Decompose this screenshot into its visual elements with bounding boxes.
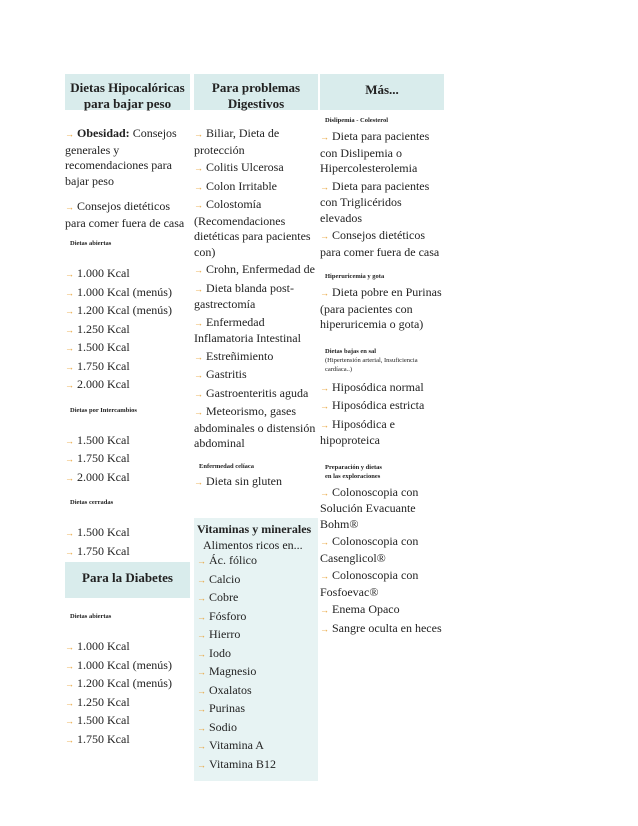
arrow-icon: → [194, 351, 203, 362]
label-prep-2: en las exploraciones [325, 472, 381, 480]
list-item-link[interactable] [320, 417, 444, 449]
list-item-link[interactable] [320, 621, 444, 638]
list-item-label: Vitamina B12 [209, 756, 276, 771]
list-item-label: Ác. fólico [209, 553, 257, 567]
arrow-icon: → [194, 163, 203, 173]
list-item-label: Colitis Ulcerosa [206, 160, 284, 174]
salt-note: (Hipertensión arterial, Insuficiencia cardíaca..) [325, 356, 418, 373]
list-item-label: Enfermedad Inflamatoria Intestinal [194, 314, 301, 345]
list-item-label: 1.250 Kcal [77, 321, 130, 336]
label-salt: Dietas bajas en sal [325, 347, 377, 355]
arrow-icon: → [65, 679, 74, 689]
list-item-label: 1.000 Kcal (menús) [77, 284, 172, 299]
list-item-link[interactable] [65, 695, 190, 712]
list-item-link[interactable] [65, 658, 190, 675]
arrow-icon: → [65, 716, 74, 726]
arrow-icon: → [320, 571, 329, 581]
list-item-label: Dieta sin gluten [206, 473, 282, 488]
list-item-link[interactable] [320, 228, 444, 260]
vitamins-title: Vitaminas y minerales [197, 522, 312, 536]
arrow-icon: → [197, 556, 206, 566]
arrow-icon: → [197, 648, 206, 659]
list-item-label: Oxalatos [209, 682, 252, 697]
label-prep-1: Preparación y dietas [325, 463, 382, 471]
list-closed-diets [65, 525, 190, 560]
list-item-link[interactable] [320, 485, 444, 533]
arrow-icon: → [320, 623, 329, 634]
list-item-link[interactable] [320, 380, 444, 397]
list-exchange-diets [65, 433, 190, 487]
list-item-link[interactable] [65, 322, 190, 339]
arrow-icon: → [65, 269, 74, 279]
list-item-label: Dieta para pacientes con Triglicéridos elevados [320, 178, 430, 225]
arrow-icon: → [65, 380, 74, 390]
arrow-icon: → [197, 667, 206, 677]
list-item-link[interactable] [320, 398, 444, 415]
list-item-label: Estreñimiento [206, 348, 274, 363]
list-item-label: 1.750 Kcal [77, 451, 130, 465]
arrow-icon: → [65, 343, 74, 353]
arrow-icon: → [65, 202, 74, 212]
list-item-label: 1.250 Kcal [77, 694, 130, 709]
arrow-icon: → [65, 287, 74, 298]
list-item-label: Magnesio [209, 664, 257, 678]
list-item-link[interactable] [194, 367, 318, 384]
list-item-label: 1.000 Kcal (menús) [77, 657, 172, 672]
list-item-link[interactable] [320, 129, 444, 177]
list-item-label: Calcio [209, 571, 241, 586]
arrow-icon: → [320, 382, 329, 393]
label-uric: Hiperuricemia y gota [325, 273, 385, 280]
list-item-label: Sangre oculta en heces [332, 620, 442, 635]
list-item-label: Hiposódica estricta [332, 398, 425, 412]
arrow-icon: → [65, 472, 74, 483]
list-open-diets [65, 266, 190, 394]
list-item-link[interactable] [194, 160, 318, 177]
arrow-icon: → [194, 317, 203, 328]
list-item-label: Colostomía (Recomendaciones dietéticas para pacientes con) [194, 197, 311, 259]
arrow-icon: → [65, 361, 74, 372]
label-lipid: Dislipemia - Colesterol [325, 117, 389, 124]
list-item-link[interactable] [320, 602, 444, 619]
list-item-link[interactable] [194, 197, 318, 260]
arrow-icon: → [65, 528, 74, 538]
arrow-icon: → [320, 231, 329, 241]
arrow-icon: → [194, 407, 203, 417]
arrow-icon: → [197, 574, 206, 585]
arrow-icon: → [197, 704, 206, 714]
list-item-label: Consejos dietéticos para comer fuera de casa [320, 228, 440, 259]
arrow-icon: → [65, 129, 74, 139]
list-item-label: Cobre [209, 590, 239, 604]
list-item-link[interactable] [197, 664, 315, 681]
list-item-label: 1.500 Kcal [77, 525, 130, 539]
list-item-label: Enema Opaco [332, 602, 400, 616]
list-item-link[interactable] [194, 315, 318, 347]
list-item-link[interactable] [65, 285, 190, 302]
list-item-link[interactable] [320, 534, 444, 566]
list-item-label: 1.200 Kcal (menús) [77, 676, 172, 690]
list-item-link[interactable] [197, 757, 315, 774]
arrow-icon: → [197, 593, 206, 603]
list-diabetes-diets [65, 639, 190, 748]
label-open-diets: Dietas abiertas [70, 240, 112, 247]
list-item-link[interactable] [65, 639, 190, 656]
list-item-link[interactable] [65, 544, 190, 561]
list-item-label: Colonoscopia con Fosfoevac® [320, 568, 419, 599]
list-item-link[interactable] [194, 281, 318, 313]
arrow-icon: → [320, 401, 329, 411]
list-item-label: Purinas [209, 701, 245, 715]
list-item-link[interactable] [197, 572, 315, 589]
list-item-link[interactable] [197, 553, 315, 570]
arrow-icon: → [197, 759, 206, 770]
list-item-label: Hiposódica normal [332, 379, 424, 394]
list-digestive [194, 126, 318, 452]
list-item-label: Dieta para pacientes con Dislipemia o Hipercolesterolemia [320, 129, 430, 175]
list-vitamins [197, 553, 315, 773]
label-celiac: Enfermedad celíaca [199, 462, 255, 470]
list-item-label: Dieta blanda post-gastrectomía [194, 280, 294, 311]
column-digestive [194, 74, 318, 781]
list-item-link[interactable] [197, 590, 315, 607]
list-item-link[interactable] [194, 474, 318, 491]
link-eating-out[interactable] [65, 199, 190, 231]
obesity-text: Consejos generales y recomendaciones para bajar peso [65, 126, 177, 188]
list-prep [320, 485, 444, 638]
list-item-label: 1.200 Kcal (menús) [77, 303, 172, 317]
header-hypocaloric: Dietas Hipocalóricas para bajar peso [65, 74, 190, 110]
list-item-link[interactable] [197, 738, 315, 755]
arrow-icon: → [194, 283, 203, 294]
arrow-icon: → [65, 324, 74, 335]
header-diabetes: Para la Diabetes [65, 562, 190, 598]
list-item-link[interactable] [194, 126, 318, 158]
list-item-label: Colonoscopia con Casenglicol® [320, 534, 419, 565]
list-item-label: 1.750 Kcal [77, 731, 130, 746]
list-item-link[interactable] [65, 303, 190, 320]
list-item-link[interactable] [320, 285, 444, 333]
arrow-icon: → [65, 642, 74, 652]
arrow-icon: → [65, 734, 74, 745]
label-closed-diets: Dietas cerradas [70, 499, 114, 506]
list-item-link[interactable] [197, 701, 315, 718]
list-item-link[interactable] [194, 262, 318, 279]
header-digestive: Para problemas Digestivos [194, 74, 318, 110]
list-item-label: Biliar, Dieta de protección [194, 126, 280, 157]
list-item-link[interactable] [197, 627, 315, 644]
list-item-link[interactable] [194, 386, 318, 403]
list-item-label: 1.750 Kcal [77, 543, 130, 558]
arrow-icon: → [194, 265, 203, 275]
list-item-link[interactable] [65, 266, 190, 283]
list-lipid [320, 129, 444, 260]
list-item-link[interactable] [320, 179, 444, 227]
link-obesity[interactable] [65, 126, 190, 189]
list-item-link[interactable] [65, 732, 190, 749]
list-item-label: 1.000 Kcal [77, 639, 130, 653]
arrow-icon: → [194, 476, 203, 487]
list-item-link[interactable] [65, 676, 190, 693]
list-item-link[interactable] [65, 359, 190, 376]
arrow-icon: → [194, 181, 203, 192]
list-item-link[interactable] [65, 470, 190, 487]
list-item-label: 1.500 Kcal [77, 713, 130, 727]
list-uric [320, 285, 444, 333]
list-item-link[interactable] [194, 404, 318, 452]
list-item-label: 2.000 Kcal [77, 469, 130, 484]
vitamins-panel [194, 518, 318, 781]
arrow-icon: → [320, 419, 329, 430]
arrow-icon: → [65, 435, 74, 446]
list-item-label: Hierro [209, 627, 241, 641]
obesity-bold: Obesidad: [77, 126, 130, 140]
list-item-link[interactable] [194, 179, 318, 196]
list-item-link[interactable] [197, 683, 315, 700]
list-item-link[interactable] [65, 451, 190, 468]
list-item-label: Sodio [209, 719, 238, 734]
list-item-label: Hiposódica e hipoproteica [320, 416, 395, 447]
column-more [320, 74, 444, 639]
arrow-icon: → [320, 181, 329, 192]
arrow-icon: → [194, 370, 203, 380]
list-item-label: Dieta pobre en Purinas (para pacientes con hiperuricemia o gota) [320, 285, 442, 331]
list-item-link[interactable] [197, 646, 315, 663]
list-item-label: 1.000 Kcal [77, 266, 130, 280]
arrow-icon: → [197, 722, 206, 733]
arrow-icon: → [65, 660, 74, 671]
list-item-label: 1.500 Kcal [77, 432, 130, 447]
list-item-label: Iodo [209, 645, 231, 660]
list-item-label: 1.750 Kcal [77, 358, 130, 373]
list-item-link[interactable] [65, 377, 190, 394]
arrow-icon: → [194, 129, 203, 139]
eating-out-text: Consejos dietéticos para comer fuera de casa [65, 199, 185, 230]
arrow-icon: → [197, 611, 206, 622]
arrow-icon: → [65, 454, 74, 464]
arrow-icon: → [197, 741, 206, 751]
list-item-label: Colonoscopia con Solución Evacuante Bohm® [320, 484, 419, 531]
list-item-label: Vitamina A [209, 738, 264, 752]
list-celiac [194, 474, 318, 491]
list-item-label: Gastroenteritis aguda [206, 385, 309, 400]
list-item-label: Fósforo [209, 608, 247, 623]
list-item-link[interactable] [65, 340, 190, 357]
arrow-icon: → [65, 546, 74, 557]
arrow-icon: → [320, 605, 329, 615]
column-hypocaloric [65, 74, 190, 750]
arrow-icon: → [194, 200, 203, 210]
arrow-icon: → [197, 630, 206, 640]
list-item-link[interactable] [320, 568, 444, 600]
arrow-icon: → [320, 288, 329, 298]
list-item-link[interactable] [65, 433, 190, 450]
list-item-link[interactable] [65, 713, 190, 730]
arrow-icon: → [65, 306, 74, 316]
list-item-label: Colon Irritable [206, 178, 277, 193]
header-more: Más... [320, 74, 444, 110]
list-salt [320, 380, 444, 449]
list-item-label: Crohn, Enfermedad de [206, 262, 315, 276]
obesity-block [65, 126, 190, 231]
arrow-icon: → [65, 697, 74, 708]
label-exchange-diets: Dietas por Intercambios [70, 406, 137, 414]
list-item-link[interactable] [194, 349, 318, 366]
list-item-label: 2.000 Kcal [77, 377, 130, 391]
arrow-icon: → [320, 487, 329, 498]
label-diabetes-open: Dietas abiertas [70, 613, 112, 620]
list-item-link[interactable] [197, 720, 315, 737]
vitamins-subtitle: Alimentos ricos en... [203, 538, 303, 552]
list-item-label: 1.500 Kcal [77, 340, 130, 354]
arrow-icon: → [320, 132, 329, 142]
list-item-label: Gastritis [206, 367, 247, 381]
arrow-icon: → [197, 685, 206, 696]
arrow-icon: → [194, 388, 203, 399]
arrow-icon: → [320, 537, 329, 547]
list-item-link[interactable] [197, 609, 315, 626]
list-item-link[interactable] [65, 525, 190, 542]
list-item-label: Meteorismo, gases abdominales o distensión abdominal [194, 404, 316, 450]
